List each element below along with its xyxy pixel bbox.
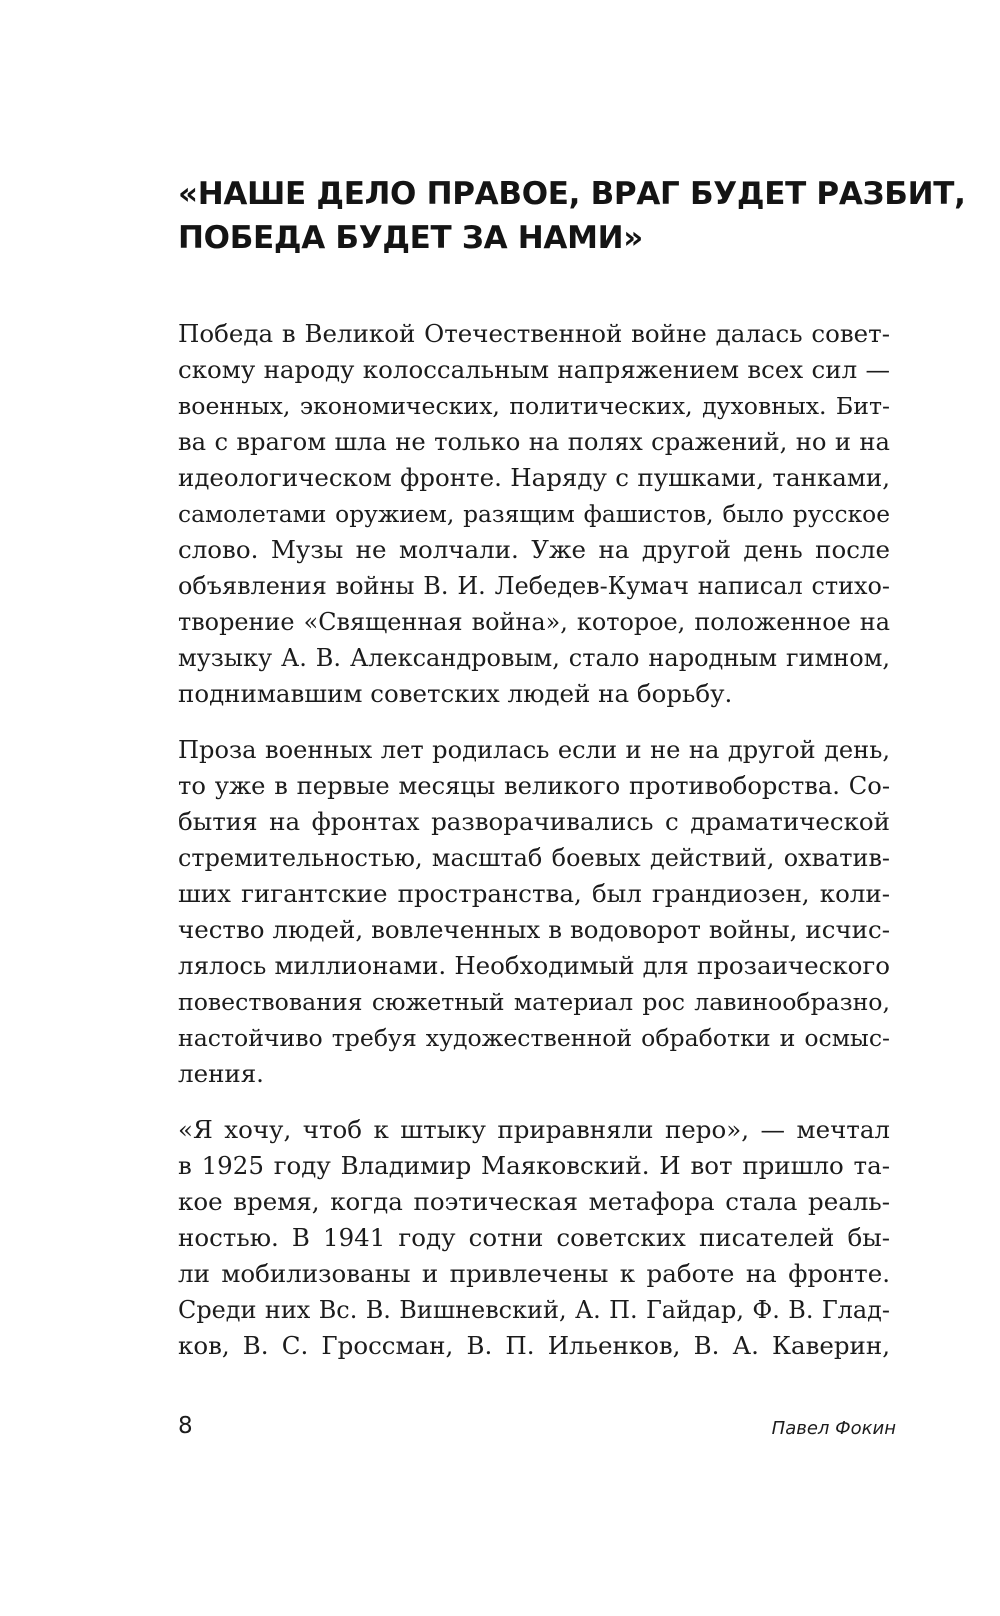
- text-line: военных, экономических, политических, духовных. Бит-: [178, 392, 890, 420]
- text-line: ностью. В 1941 году сотни советских писателей бы-: [178, 1223, 890, 1252]
- text-line: поднимавшим советских людей на борьбу.: [178, 679, 733, 708]
- text-line: объявления войны В. И. Лебедев-Кумач написал стихо-: [178, 572, 890, 600]
- text-line: бытия на фронтах разворачивались с драматической: [178, 807, 890, 836]
- text-line: лялось миллионами. Необходимый для прозаического: [178, 951, 890, 980]
- text-line: чество людей, вовлеченных в водоворот войны, исчис-: [178, 915, 890, 944]
- text-line: в 1925 году Владимир Маяковский. И вот пришло та-: [178, 1151, 890, 1180]
- paragraph: [178, 316, 890, 712]
- text-line: стремительностью, масштаб боевых действий, охватив-: [178, 844, 890, 872]
- page-number: 8: [178, 1413, 193, 1439]
- paragraph: [178, 732, 890, 1092]
- paragraph: [178, 1112, 890, 1364]
- text-line: скому народу колоссальным напряжением всех сил —: [178, 355, 890, 384]
- body-text: [178, 316, 890, 1364]
- text-line: повествования сюжетный материал рос лавинообразно,: [178, 988, 890, 1016]
- text-line: творение «Священная война», которое, положенное на: [178, 608, 890, 636]
- text-line: настойчиво требуя художественной обработки и осмыс-: [178, 1024, 890, 1052]
- text-line: слово. Музы не молчали. Уже на другой день после: [178, 535, 890, 564]
- text-line: музыку А. В. Александровым, стало народным гимном,: [178, 644, 890, 672]
- chapter-heading-line: «НАШЕ ДЕЛО ПРАВОЕ, ВРАГ БУДЕТ РАЗБИТ,: [178, 176, 966, 212]
- text-line: Проза военных лет родилась если и не на другой день,: [178, 736, 890, 764]
- text-line: ших гигантские пространства, был грандиозен, коли-: [178, 879, 890, 908]
- text-line: «Я хочу, чтоб к штыку приравняли перо», — мечтал: [178, 1115, 890, 1144]
- chapter-heading-line: ПОБЕДА БУДЕТ ЗА НАМИ»: [178, 220, 644, 256]
- text-line: Победа в Великой Отечественной войне далась совет-: [178, 319, 890, 348]
- text-line: идеологическом фронте. Наряду с пушками, танками,: [178, 463, 890, 492]
- text-line: ли мобилизованы и привлечены к работе на фронте.: [178, 1259, 890, 1288]
- text-line: ления.: [178, 1059, 264, 1088]
- text-line: то уже в первые месяцы великого противоборства. Со-: [178, 772, 890, 800]
- running-footer-author: Павел Фокин: [771, 1418, 896, 1439]
- text-line: Среди них Вс. В. Вишневский, А. П. Гайдар, Ф. В. Глад-: [178, 1296, 890, 1324]
- text-line: ков, В. С. Гроссман, В. П. Ильенков, В. А. Каверин,: [178, 1331, 890, 1360]
- text-line: кое время, когда поэтическая метафора стала реаль-: [178, 1187, 890, 1216]
- chapter-heading: [178, 172, 966, 260]
- text-line: ва с врагом шла не только на полях сражений, но и на: [178, 428, 890, 456]
- text-line: самолетами оружием, разящим фашистов, было русское: [178, 500, 890, 528]
